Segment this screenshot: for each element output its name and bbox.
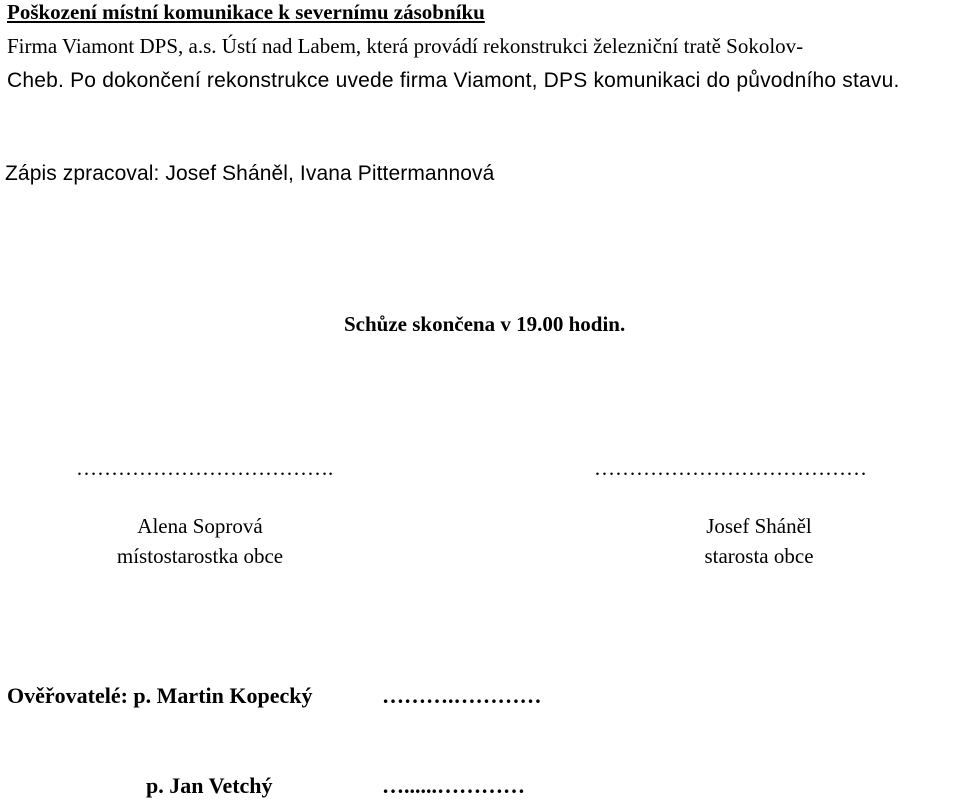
signature-line-left: ………………………………. — [76, 456, 334, 480]
section-heading: Poškození místní komunikace k severnímu zásobníku — [7, 0, 485, 24]
paragraph-line-2: Cheb. Po dokončení rekonstrukce uvede firma Viamont, DPS komunikaci do původního stavu. — [7, 69, 900, 92]
signatory-name: Alena Soprová — [137, 514, 263, 538]
meeting-closing-statement: Schůze skončena v 19.00 hodin. — [344, 312, 626, 336]
verifier-signature-line-first: ……….………… — [382, 683, 542, 708]
signature-line-right: ………………………………… — [594, 456, 867, 480]
minutes-recorded-by: Zápis zpracoval: Josef Sháněl, Ivana Pittermannová — [5, 162, 495, 185]
verifiers-first: Ověřovatelé: p. Martin Kopecký — [7, 683, 313, 708]
signature-block-left — [92, 511, 308, 571]
paragraph-line-1: Firma Viamont DPS, a.s. Ústí nad Labem, která provádí rekonstrukci železniční tratě Sokolov- — [7, 34, 804, 58]
signature-block-right — [659, 511, 859, 571]
signatory-role: starosta obce — [704, 544, 814, 568]
verifier-signature-line-second: …......………… — [382, 773, 525, 798]
verifiers-second: p. Jan Vetchý — [146, 773, 273, 798]
signatory-role: místostarostka obce — [116, 544, 284, 568]
signatory-name: Josef Sháněl — [706, 514, 812, 538]
